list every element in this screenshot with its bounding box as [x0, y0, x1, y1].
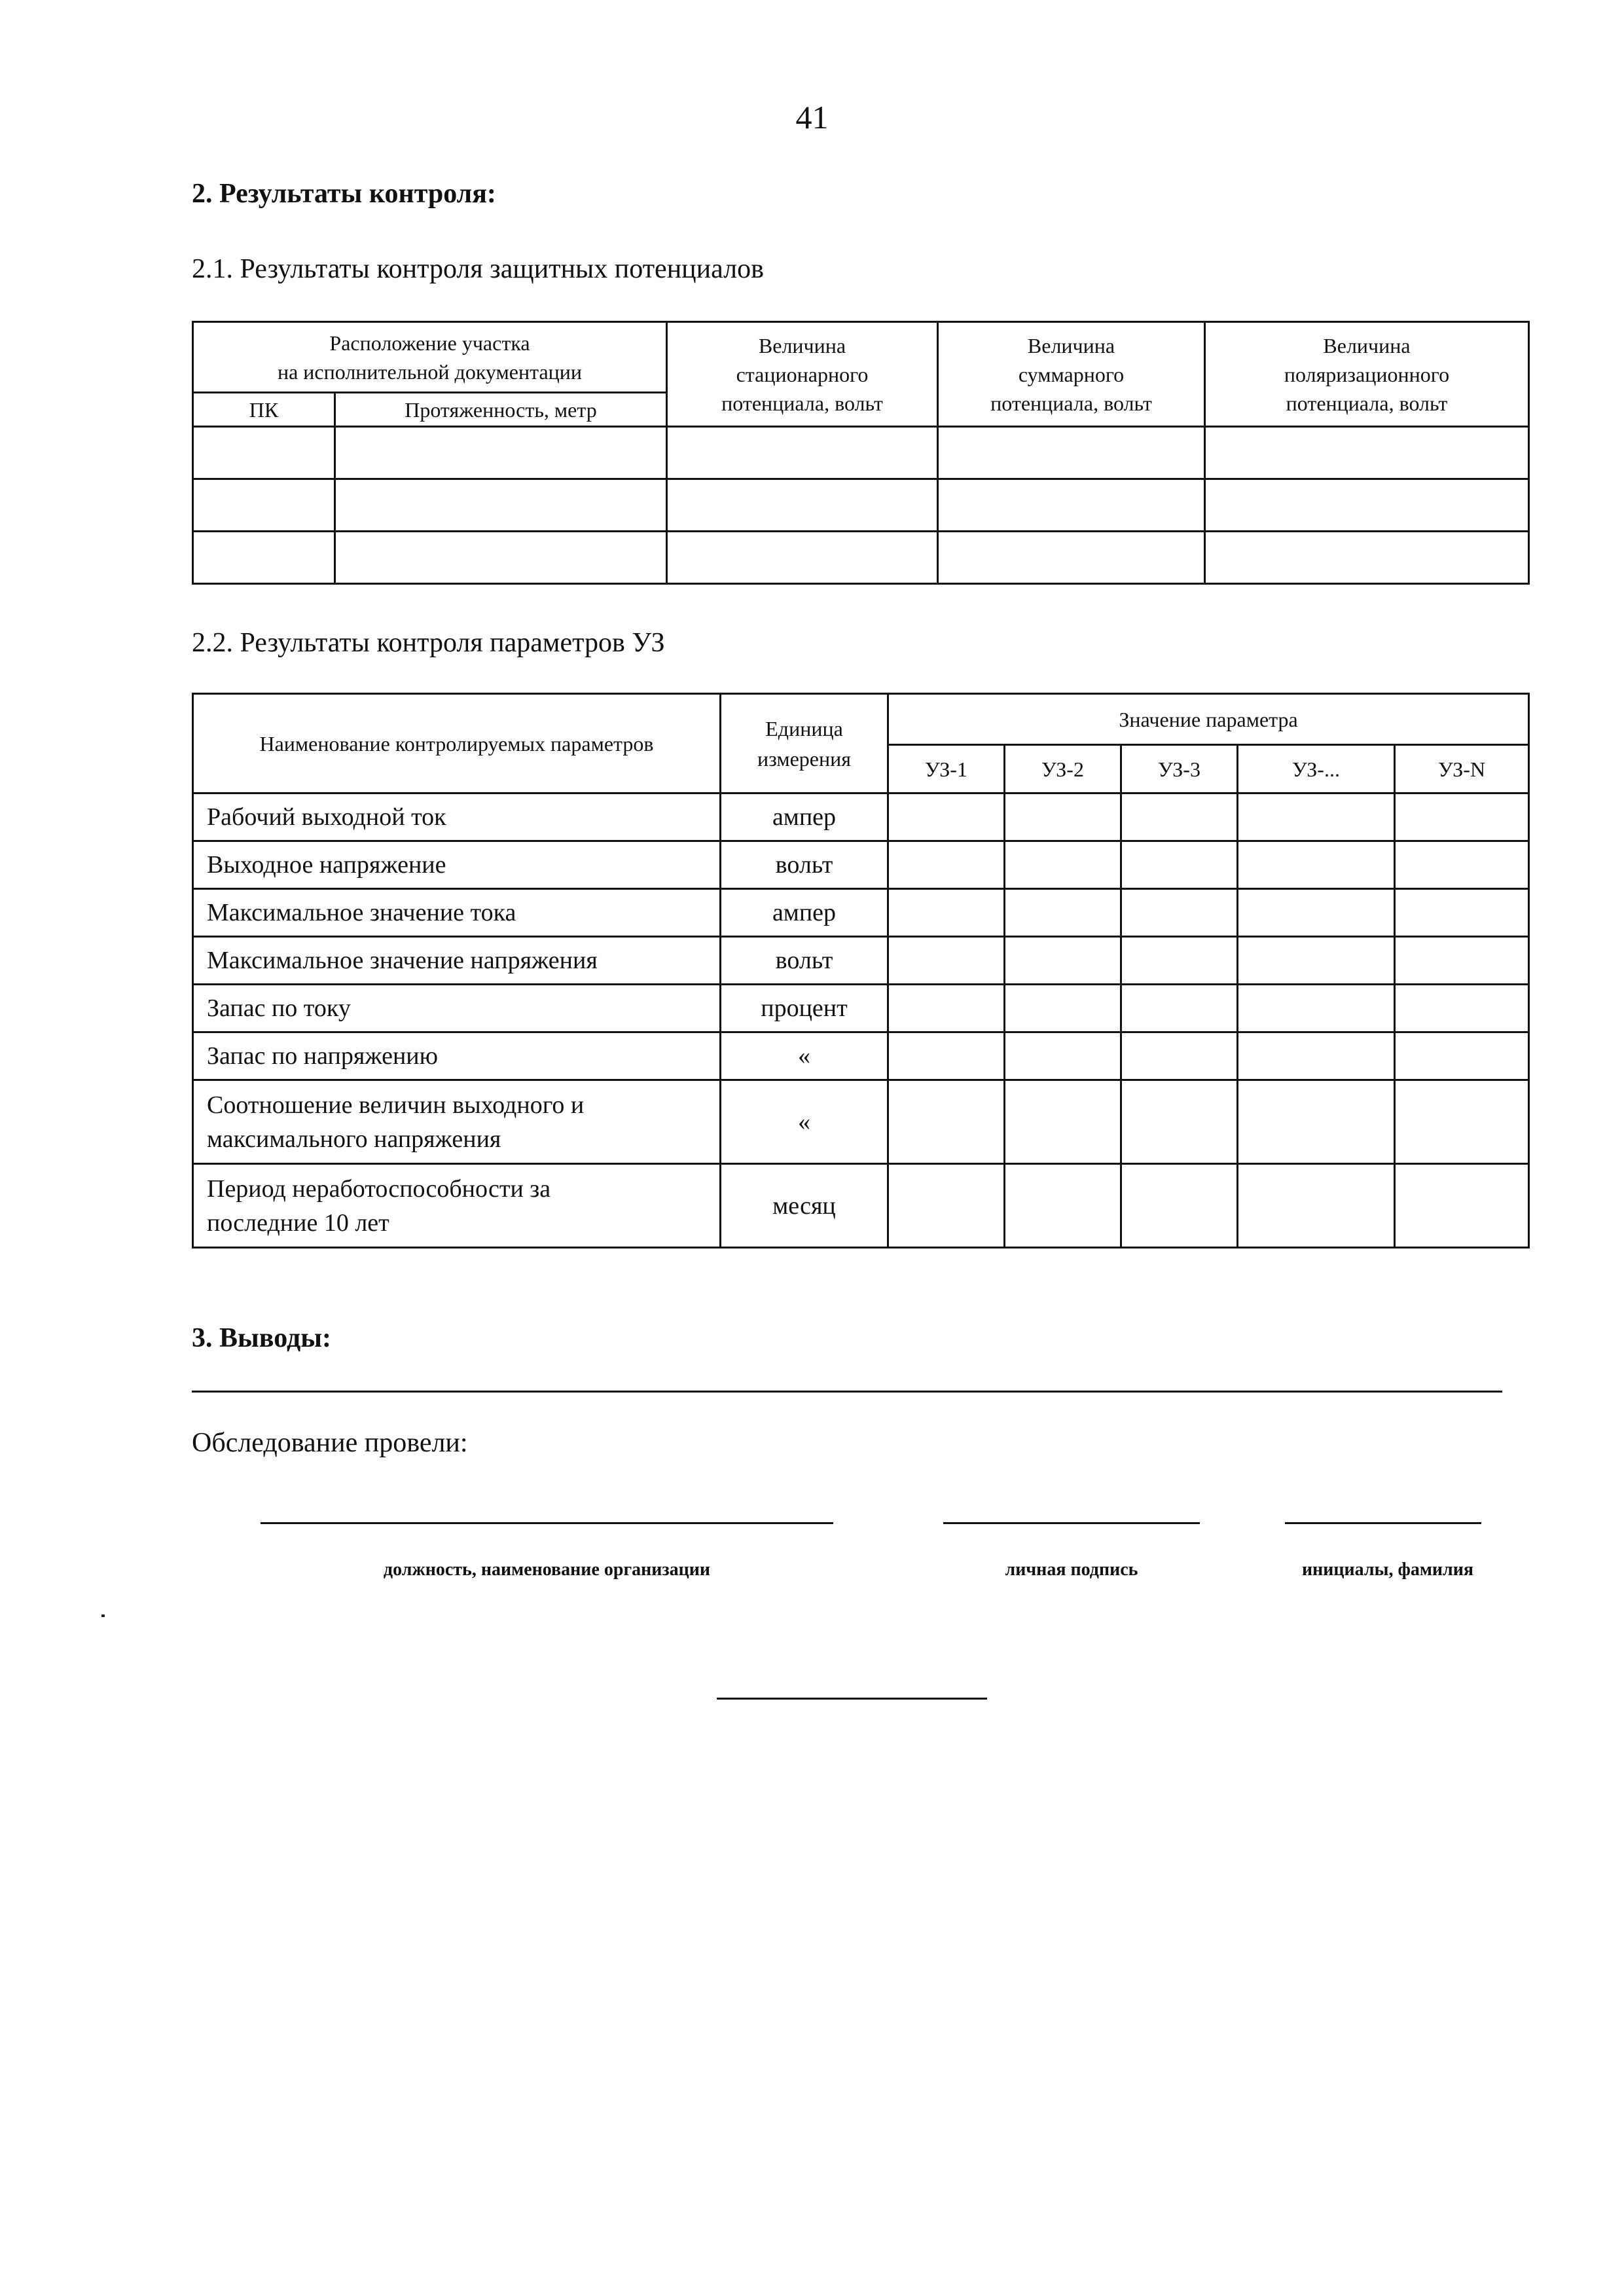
unit-header: Единица измерения: [721, 694, 888, 793]
table-row: [193, 1080, 1529, 1164]
value-cell[interactable]: [1121, 1080, 1238, 1164]
value-cell[interactable]: [1121, 889, 1238, 937]
value-cell[interactable]: [888, 937, 1005, 985]
table-row: [193, 1032, 1529, 1080]
value-cell[interactable]: [888, 1164, 1005, 1248]
table-row: [193, 985, 1529, 1032]
value-cell[interactable]: [1395, 1080, 1529, 1164]
uz-col-header: УЗ-3: [1121, 745, 1238, 793]
position-caption: должность, наименование организации: [383, 1559, 711, 1580]
unit-cell: «: [721, 1032, 888, 1080]
value-cell[interactable]: [1005, 1164, 1121, 1248]
value-cell[interactable]: [888, 985, 1005, 1032]
section-3-title: 3. Выводы:: [192, 1323, 332, 1353]
param-name-cell: Максимальное значение тока: [193, 889, 721, 937]
location-group-header: Расположение участка на исполнительной документации: [193, 322, 667, 393]
uz-col-header: УЗ-2: [1005, 745, 1121, 793]
uz-col-header: УЗ-1: [888, 745, 1005, 793]
table-cell[interactable]: [193, 427, 335, 479]
value-cell[interactable]: [1395, 937, 1529, 985]
unit-cell: вольт: [721, 937, 888, 985]
table-row: [193, 937, 1529, 985]
value-cell[interactable]: [1238, 985, 1395, 1032]
table-cell[interactable]: [1205, 532, 1529, 584]
page-number: 41: [795, 99, 829, 136]
param-name-cell: Рабочий выходной ток: [193, 793, 721, 841]
table-row: [193, 532, 1529, 584]
polarization-potential-header: Величина поляризационного потенциала, вольт: [1205, 322, 1529, 427]
value-cell[interactable]: [1121, 793, 1238, 841]
uz-col-header: УЗ-...: [1238, 745, 1395, 793]
unit-cell: ампер: [721, 793, 888, 841]
table-cell[interactable]: [938, 427, 1205, 479]
value-cell[interactable]: [1005, 937, 1121, 985]
table-cell[interactable]: [667, 532, 938, 584]
name-caption: инициалы, фамилия: [1301, 1559, 1474, 1580]
value-group-header: Значение параметра: [888, 694, 1529, 745]
section-2-1-title: 2.1. Результаты контроля защитных потенциалов: [192, 254, 764, 284]
pk-header: ПК: [193, 393, 335, 427]
signature-caption: личная подпись: [1005, 1559, 1138, 1580]
value-cell[interactable]: [1395, 793, 1529, 841]
table-cell[interactable]: [938, 479, 1205, 532]
unit-cell: вольт: [721, 841, 888, 889]
table-cell[interactable]: [193, 479, 335, 532]
value-cell[interactable]: [1121, 1032, 1238, 1080]
length-header: Протяженность, метр: [335, 393, 667, 427]
unit-cell: месяц: [721, 1164, 888, 1248]
value-cell[interactable]: [1005, 793, 1121, 841]
value-cell[interactable]: [888, 841, 1005, 889]
param-name-cell: Максимальное значение напряжения: [193, 937, 721, 985]
protective-potentials-table: [192, 321, 1530, 585]
value-cell[interactable]: [1395, 1164, 1529, 1248]
unit-cell: ампер: [721, 889, 888, 937]
name-line[interactable]: [1285, 1522, 1481, 1524]
unit-cell: процент: [721, 985, 888, 1032]
table-row: [193, 427, 1529, 479]
table-cell[interactable]: [1205, 479, 1529, 532]
conclusions-line[interactable]: [192, 1391, 1502, 1393]
conducted-by-label: Обследование провели:: [192, 1428, 468, 1458]
table-cell[interactable]: [938, 532, 1205, 584]
value-cell[interactable]: [1121, 1164, 1238, 1248]
value-cell[interactable]: [1005, 1080, 1121, 1164]
value-cell[interactable]: [888, 1032, 1005, 1080]
value-cell[interactable]: [1395, 889, 1529, 937]
value-cell[interactable]: [1005, 841, 1121, 889]
value-cell[interactable]: [1121, 985, 1238, 1032]
value-cell[interactable]: [888, 889, 1005, 937]
table-cell[interactable]: [667, 479, 938, 532]
param-name-cell: Период неработоспособности за последние 10 лет: [193, 1164, 721, 1248]
value-cell[interactable]: [1238, 889, 1395, 937]
value-cell[interactable]: [888, 793, 1005, 841]
value-cell[interactable]: [1238, 1164, 1395, 1248]
value-cell[interactable]: [1238, 793, 1395, 841]
param-name-header: Наименование контролируемых параметров: [193, 694, 721, 793]
section-2-title: 2. Результаты контроля:: [192, 179, 496, 209]
value-cell[interactable]: [1238, 1080, 1395, 1164]
value-cell[interactable]: [1238, 1032, 1395, 1080]
value-cell[interactable]: [888, 1080, 1005, 1164]
value-cell[interactable]: [1395, 841, 1529, 889]
table-row: [193, 793, 1529, 841]
value-cell[interactable]: [1238, 841, 1395, 889]
total-potential-header: Величина суммарного потенциала, вольт: [938, 322, 1205, 427]
table-row: [193, 889, 1529, 937]
value-cell[interactable]: [1121, 937, 1238, 985]
value-cell[interactable]: [1005, 985, 1121, 1032]
position-line[interactable]: [261, 1522, 833, 1524]
value-cell[interactable]: [1395, 1032, 1529, 1080]
table-cell[interactable]: [335, 479, 667, 532]
value-cell[interactable]: [1005, 889, 1121, 937]
value-cell[interactable]: [1395, 985, 1529, 1032]
param-name-cell: Соотношение величин выходного и максимального напряжения: [193, 1080, 721, 1164]
param-name-cell: Выходное напряжение: [193, 841, 721, 889]
signature-line[interactable]: [943, 1522, 1200, 1524]
end-divider: [717, 1698, 987, 1700]
uz-col-header: УЗ-N: [1395, 745, 1529, 793]
stationary-potential-header: Величина стационарного потенциала, вольт: [667, 322, 938, 427]
table-row: [193, 841, 1529, 889]
table-row: [193, 479, 1529, 532]
table-cell[interactable]: [335, 427, 667, 479]
stray-dot: [101, 1614, 105, 1617]
uz-parameters-table: [192, 693, 1530, 1248]
section-2-2-title: 2.2. Результаты контроля параметров УЗ: [192, 628, 665, 658]
table-cell[interactable]: [335, 532, 667, 584]
table-cell[interactable]: [1205, 427, 1529, 479]
value-cell[interactable]: [1238, 937, 1395, 985]
value-cell[interactable]: [1005, 1032, 1121, 1080]
param-name-cell: Запас по току: [193, 985, 721, 1032]
table-cell[interactable]: [193, 532, 335, 584]
value-cell[interactable]: [1121, 841, 1238, 889]
unit-cell: «: [721, 1080, 888, 1164]
table-cell[interactable]: [667, 427, 938, 479]
table-row: [193, 1164, 1529, 1248]
param-name-cell: Запас по напряжению: [193, 1032, 721, 1080]
